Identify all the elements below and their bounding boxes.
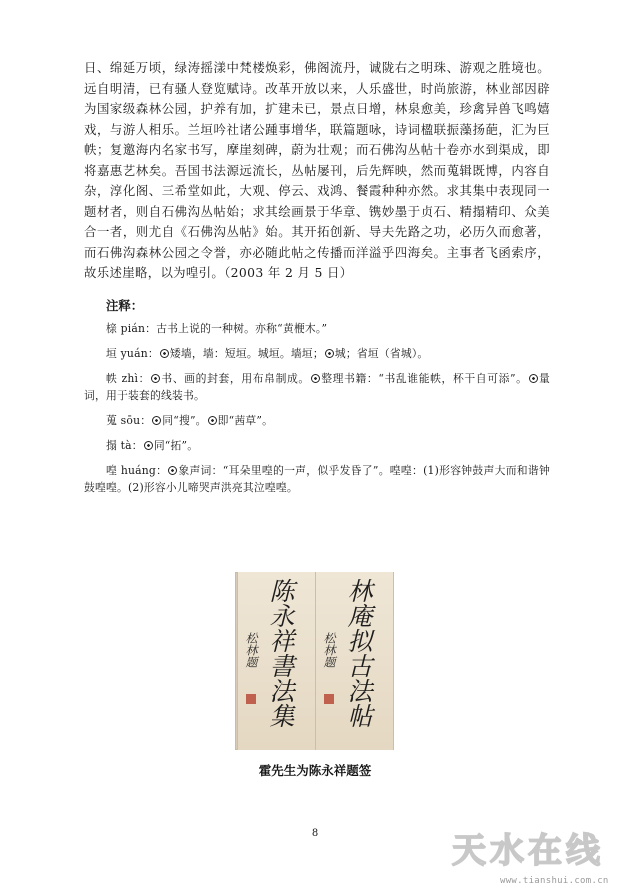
figure-caption: 霍先生为陈永祥题签: [258, 763, 372, 778]
right-scroll: [315, 572, 394, 750]
seal-stamp: [246, 694, 256, 704]
preface-paragraph: 日、绵延万顷，绿涛摇漾中梵楼焕彩，佛阁流丹，诚陇右之明珠、游观之胜境也。远自明清，已有骚人登览赋诗。改革开放以来，人乐盛世，时尚旅游，林业部因辟为国家级森林公园，护养有加，扩建未已，景点日增，林泉愈美，珍禽异兽飞鸣嬉戏，与游人相乐。兰垣吟社诸公踵事增华，联篇题咏，诗词楹联振藻扬葩，汇为巨帙；复邀海内名家书写，摩崖刻碑，蔚为壮观；而石佛沟丛帖十卷亦水到渠成，即将嘉惠艺林矣。吾国书法源远流长，丛帖屡刊，后先辉映，然而蒐辑既博，内容自杂，淳化阁、三希堂如此，大观、停云、戏鸿、餐霞种种亦然。求其集中表现同一题材者，则自石佛沟丛帖始；求其绘画景于华章、镌妙墨于贞石、精搨精印、众美合一者，则尤自《石佛沟丛帖》始。其开拓创新、导夫先路之功，必历久而愈著，而石佛沟森林公园之令誉，亦必随此帖之传播而洋溢乎四海矣。主事者飞函索序，故乐述崖略，以为喤引。（2003 年 2 月 5 日）: [84, 60, 550, 280]
scroll-signature: 松林题: [244, 632, 258, 668]
note-item: [84, 370, 550, 404]
note-text: 量词，用于装套的线装书。: [84, 371, 550, 402]
circled-number-icon: [152, 416, 161, 425]
note-item: [84, 320, 550, 337]
note-text: 城；省垣（省城）。: [334, 346, 429, 360]
circled-number-icon: [529, 374, 538, 383]
scroll-calligraphy-title: 林庵拟古法帖: [344, 578, 373, 728]
scroll-signature: 松林题: [322, 632, 336, 668]
note-term: 蒐 sōu：: [106, 413, 152, 427]
watermark-url: www.tianshui.com.cn: [500, 876, 609, 886]
note-item: [84, 345, 550, 362]
circled-number-icon: [144, 441, 153, 450]
note-text: 象声词：“耳朵里喤的一声，似乎发昏了”。喤喤：(1)形容钟鼓声大而和谐钟鼓喤喤。(2)形容小儿啼哭声洪亮其泣喤喤。: [84, 463, 550, 494]
page-body: [84, 58, 550, 504]
note-term: 垣 yuán：: [106, 346, 159, 360]
watermark-logo-text: 天水在线: [452, 831, 604, 871]
note-item: [84, 462, 550, 496]
circled-number-icon: [311, 374, 320, 383]
note-text: 同“拓”。: [153, 438, 199, 452]
watermark-logo: [448, 826, 628, 871]
note-text: 书、画的封套，用布帛制成。: [161, 371, 310, 385]
circled-number-icon: [208, 416, 217, 425]
circled-number-icon: [151, 374, 160, 383]
notes-heading: 注释：: [106, 297, 144, 313]
circled-number-icon: [325, 349, 334, 358]
note-term: 喤 huáng：: [106, 463, 168, 477]
note-item: [84, 412, 550, 429]
page-number: 8: [311, 828, 319, 839]
note-term: 榇 pián：: [106, 321, 157, 335]
note-text: 古书上说的一种树。亦称“黄楩木。”: [156, 321, 328, 335]
circled-number-icon: [160, 349, 169, 358]
scroll-calligraphy-title: 陈永祥書法集: [266, 578, 295, 728]
left-scroll: [237, 572, 316, 750]
note-text: 同“搜”。: [162, 413, 207, 427]
calligraphy-photo: [235, 572, 394, 750]
seal-stamp: [324, 694, 334, 704]
notes-list: [84, 320, 550, 496]
note-term: 帙 zhì：: [106, 371, 150, 385]
circled-number-icon: [168, 466, 177, 475]
note-text: 整理书籍：“书乱谁能帙，杯干自可添”。: [320, 371, 528, 385]
note-text: 即“茜草”。: [217, 413, 274, 427]
note-term: 搨 tà：: [106, 438, 143, 452]
note-text: 矮墙，墙：短垣。城垣。墙垣；: [169, 346, 324, 360]
note-item: [84, 437, 550, 454]
